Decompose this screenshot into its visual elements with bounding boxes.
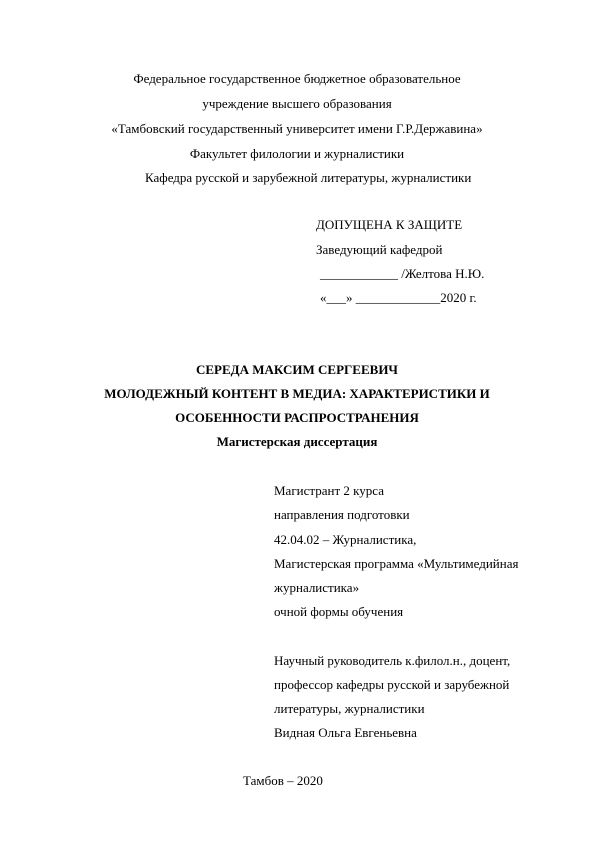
approval-position: Заведующий кафедрой bbox=[316, 242, 443, 257]
header-line-1: Федеральное государственное бюджетное образовательное bbox=[133, 71, 461, 86]
supervisor-name: Видная Ольга Евгеньевна bbox=[274, 725, 417, 740]
department-name: Кафедра русской и зарубежной литературы, журналистики bbox=[145, 170, 472, 185]
thesis-title-line-1: МОЛОДЕЖНЫЙ КОНТЕНТ В МЕДИА: ХАРАКТЕРИСТИКИ И bbox=[104, 386, 490, 401]
student-info-line-1: Магистрант 2 курса bbox=[274, 483, 384, 498]
student-info-line-3: 42.04.02 – Журналистика, bbox=[274, 532, 417, 547]
university-name: «Тамбовский государственный университет имени Г.Р.Державина» bbox=[111, 121, 483, 136]
supervisor-line-1: Научный руководитель к.филол.н., доцент, bbox=[274, 653, 511, 668]
header-line-2: учреждение высшего образования bbox=[202, 96, 392, 111]
city-year: Тамбов – 2020 bbox=[243, 773, 323, 788]
supervisor-line-3: литературы, журналистики bbox=[274, 701, 425, 716]
student-info-line-4: Магистерская программа «Мультимедийная bbox=[274, 556, 519, 571]
faculty-name: Факультет филологии и журналистики bbox=[189, 146, 405, 161]
approval-signature-line: ____________ /Желтова Н.Ю. bbox=[320, 266, 485, 281]
author-name: СЕРЕДА МАКСИМ СЕРГЕЕВИЧ bbox=[196, 362, 398, 377]
approval-title: ДОПУЩЕНА К ЗАЩИТЕ bbox=[316, 217, 463, 232]
approval-date-line: «___» _____________2020 г. bbox=[320, 290, 477, 305]
thesis-type: Магистерская диссертация bbox=[216, 434, 378, 449]
student-info-line-2: направления подготовки bbox=[274, 507, 410, 522]
supervisor-line-2: профессор кафедры русской и зарубежной bbox=[274, 677, 510, 692]
student-info-line-6: очной формы обучения bbox=[274, 604, 404, 619]
student-info-line-5: журналистика» bbox=[274, 580, 360, 595]
thesis-title-line-2: ОСОБЕННОСТИ РАСПРОСТРАНЕНИЯ bbox=[175, 410, 419, 425]
